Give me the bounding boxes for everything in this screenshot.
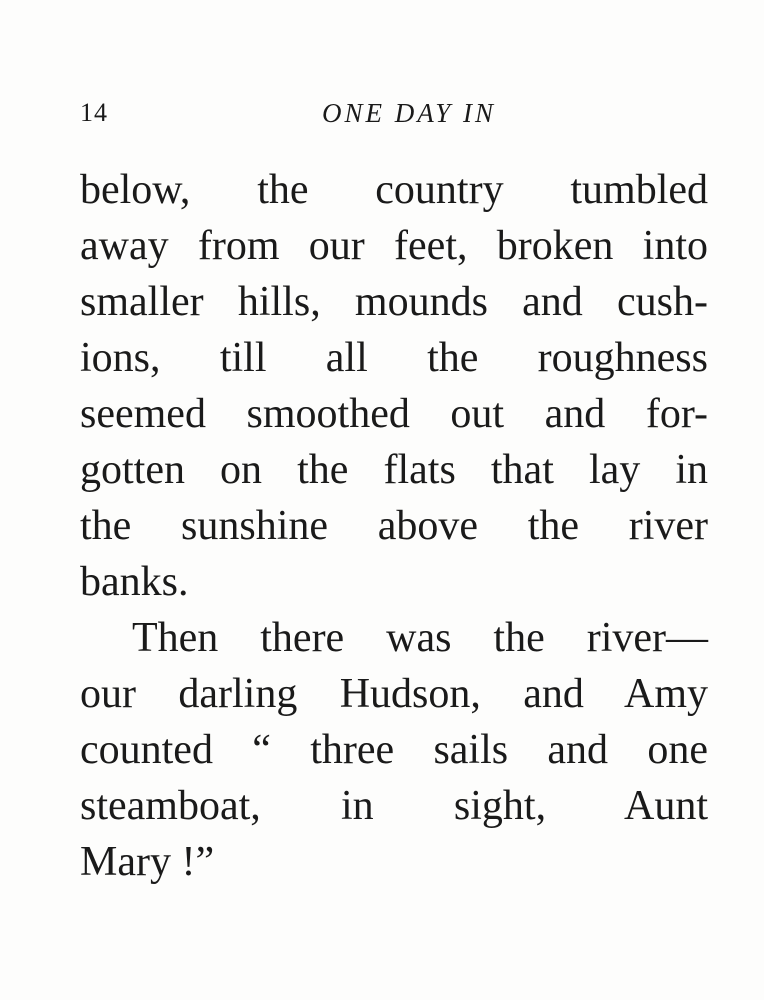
body-text xyxy=(80,162,708,890)
text-line: ions, till all the roughness xyxy=(80,335,708,381)
text-line: gotten on the flats that lay in xyxy=(80,447,708,493)
text-line: counted “ three sails and one xyxy=(80,727,708,773)
text-line: steamboat, in sight, Aunt xyxy=(80,783,708,829)
running-title: ONE DAY IN xyxy=(321,98,497,128)
text-line: banks. xyxy=(80,559,189,605)
running-head xyxy=(80,98,708,138)
text-line: below, the country tumbled xyxy=(80,167,708,213)
paragraph-first-line: Then there was the river— xyxy=(132,615,708,661)
text-line: smaller hills, mounds and cush- xyxy=(80,279,708,325)
text-line: the sunshine above the river xyxy=(80,503,708,549)
page-number: 14 xyxy=(80,98,108,127)
text-line: our darling Hudson, and Amy xyxy=(80,671,708,717)
text-line: seemed smoothed out and for- xyxy=(80,391,708,437)
text-line: away from our feet, broken into xyxy=(80,223,708,269)
text-line: Mary !” xyxy=(80,839,215,885)
